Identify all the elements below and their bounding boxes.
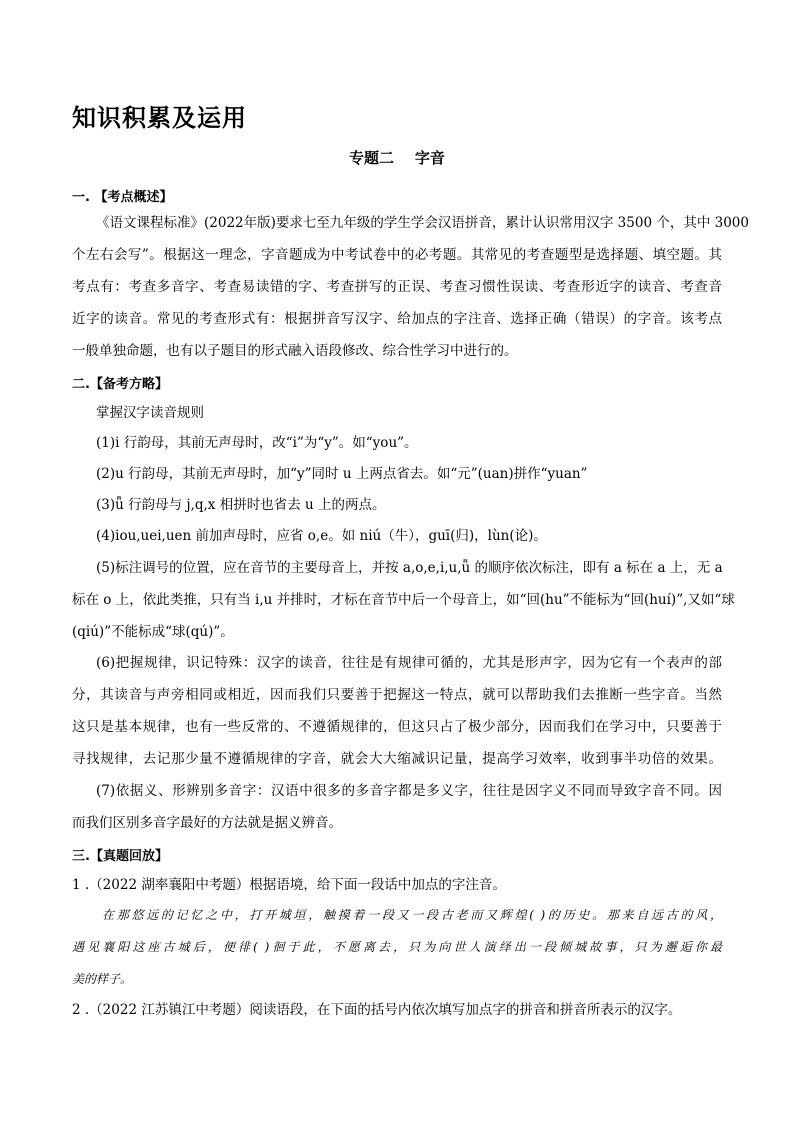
overview-line: 个左右会写”。根据这一理念，字音题成为中考试卷中的必考题。其常见的考查题型是选择题、填空题。其 — [72, 247, 722, 263]
overview-line: 《语文课程标准》(2022年版)要求七至九年级的学生学会汉语拼音，累计认识常用汉字 3500 个，其中 3000 — [96, 215, 749, 231]
rule-line: (1)i 行韵母，其前无声母时，改“i”为“y”。如“you”。 — [96, 435, 418, 451]
rule-line: 分，其读音与声旁相同或相近，因而我们只要善于把握这一特点，就可以帮助我们去推断一些字音。当然 — [72, 687, 722, 703]
section-heading-overview: 一. 【考点概述】 — [72, 190, 173, 205]
rule-line: (3)ǖ 行韵母与 j,q,x 相拼时也省去 u 上的两点。 — [96, 497, 386, 513]
question-1: 1 .（2022 湖率襄阳中考题）根据语境，给下面一段话中加点的字注音。 — [72, 877, 506, 893]
question-1-passage-line: 在那悠远的记忆之中，打开城垣，触摸着一段又一段古老而又辉煌( )的历史。那来自远古的风， — [102, 908, 722, 922]
overview-line: 考点有：考查多音字、考查易读错的字、考查拼写的正误、考查习惯性误读、考查形近字的读音、考查音 — [72, 279, 722, 295]
topic-title: 专题二 字音 — [349, 149, 445, 167]
question-1-passage-line: 遇见襄阳这座古城后，便徘( )徊于此，不愿离去，只为向世人演绎出一段倾城故事，只为邂逅你最 — [72, 940, 722, 954]
document-title: 知识积累及运用 — [72, 104, 247, 132]
section-heading-past-questions: 三.【真题回放】 — [72, 849, 168, 864]
rule-line: (4)iou,uei,uen 前加声母时，应省 o,e。如 niú（牛），guī(归)，lùn(论)。 — [96, 528, 547, 544]
section-heading-strategy: 二.【备考方略】 — [72, 377, 168, 392]
question-2: 2 .（2022 江苏镇江中考题）阅读语段，在下面的括号内依次填写加点字的拼音和拼音所表示的汉字。 — [72, 1002, 682, 1018]
rule-line: 这只是基本规律，也有一些反常的、不遵循规律的，但这只占了极少部分，因而我们在学习中，只要善于 — [72, 719, 722, 735]
rule-line: 标在 o 上，依此类推，只有当 i,u 并排时，才标在音节中后一个母音上，如“回(hu”不能标为“回(huí)”,又如“球 — [72, 592, 735, 608]
rule-line: (qiú)”不能标成“球(qú)”。 — [72, 624, 234, 640]
rule-line: 寻找规律，去记那少量不遵循规律的字音，就会大大缩减识记量，提高学习效率，收到事半功倍的效果。 — [72, 751, 722, 767]
strategy-intro: 掌握汉字读音规则 — [96, 405, 204, 421]
rule-line: (7)依据义、形辨别多音字：汉语中很多的多音字都是多义字，往往是因字义不同而导致字音不同。因 — [96, 783, 722, 799]
rule-line: 而我们区别多音字最好的方法就是据义辨音。 — [72, 815, 342, 831]
rule-line: (2)u 行韵母，其前无声母时，加“y”同时 u 上两点省去。如“元”(uan)拼作“yuan” — [96, 466, 588, 482]
rule-line: (5)标注调号的位置，应在音节的主要母音上，并按 a,o,e,i,u,ǖ 的顺序依次标注，即有 a 标在 a 上，无 a — [96, 560, 723, 576]
question-1-passage-line: 美的样子。 — [72, 972, 133, 986]
overview-line: 近字的读音。常见的考查形式有：根据拼音写汉字、给加点的字注音、选择正确（错误）的字音。该考点 — [72, 311, 722, 327]
rule-line: (6)把握规律，识记特殊：汉字的读音，往往是有规律可循的，尤其是形声字，因为它有一个表声的部 — [96, 655, 722, 671]
overview-line: 一般单独命题，也有以子题目的形式融入语段修改、综合性学习中进行的。 — [72, 343, 518, 359]
